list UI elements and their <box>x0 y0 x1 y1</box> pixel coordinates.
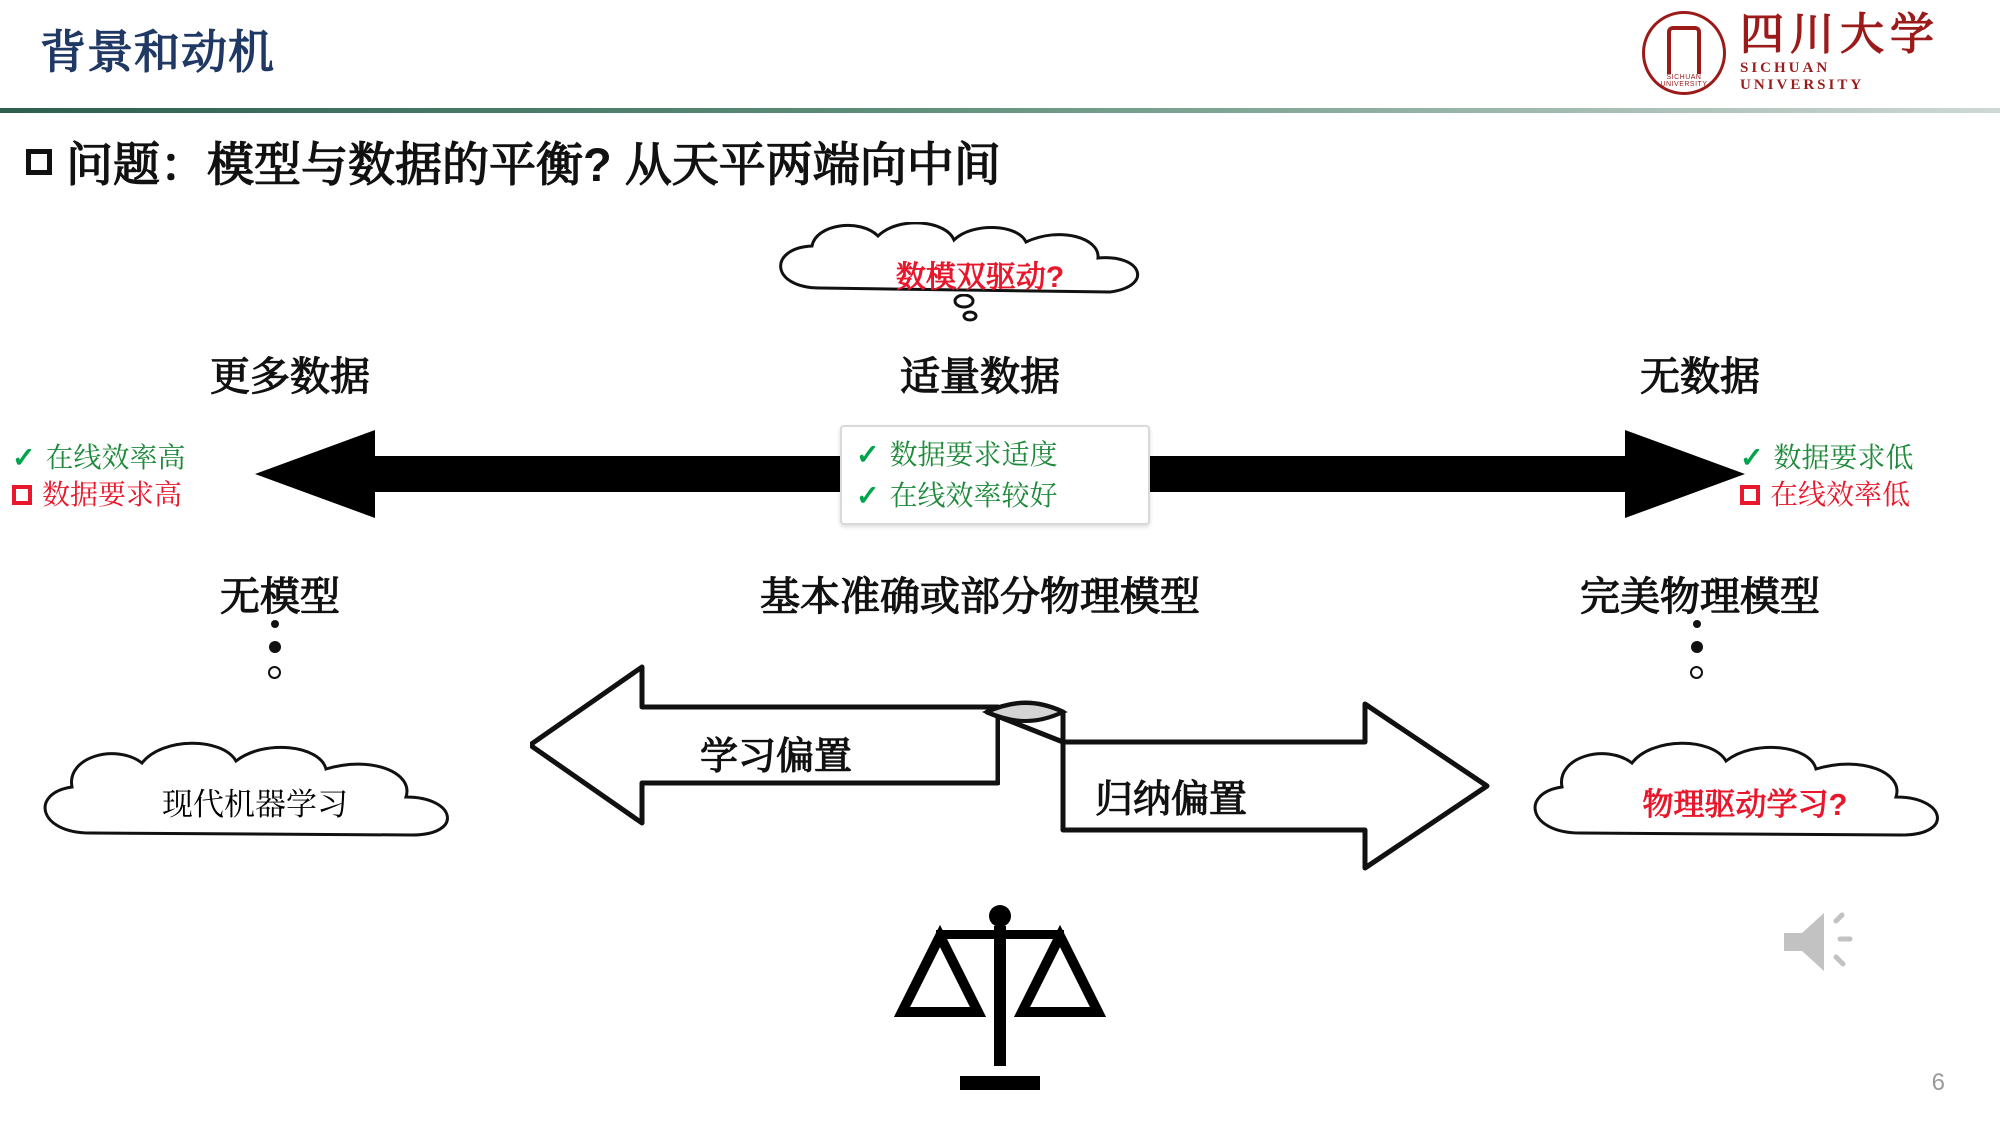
check-icon: ✓ <box>1740 442 1764 473</box>
label-perfect-model: 完美物理模型 <box>1580 575 1820 619</box>
speaker-icon[interactable] <box>1780 905 1870 980</box>
warning-square-icon <box>1740 485 1760 505</box>
dots-right <box>1690 620 1703 679</box>
center-note-box <box>840 425 1150 525</box>
dots-left <box>268 620 281 679</box>
note-text: 数据要求高 <box>42 478 183 510</box>
note-text: 在线效率高 <box>45 442 186 473</box>
dot-icon <box>271 620 279 628</box>
learning-bias-label: 学习偏置 <box>700 736 853 778</box>
university-logo <box>1642 10 1952 96</box>
question-heading <box>26 128 1001 195</box>
logo-name-en: SICHUAN UNIVERSITY <box>1740 60 1865 94</box>
logo-name-cn: 四川大学 <box>1740 9 1940 59</box>
question-text: 问题：模型与数据的平衡? 从天平两端向中间 <box>66 138 1001 191</box>
cloud-tail-icon <box>950 294 990 328</box>
label-partial-model: 基本准确或部分物理模型 <box>760 575 1200 619</box>
label-some-data: 适量数据 <box>900 355 1060 399</box>
label-no-data: 无数据 <box>1640 355 1760 399</box>
check-icon: ✓ <box>856 439 880 470</box>
left-notes <box>12 440 185 514</box>
cloud-bottom-left <box>20 735 490 855</box>
note-row <box>12 477 185 514</box>
warning-square-icon <box>12 485 32 505</box>
label-more-data: 更多数据 <box>210 355 370 399</box>
dot-icon <box>1693 620 1701 628</box>
dot-icon <box>269 641 281 653</box>
cloud-bottom-right <box>1510 735 1980 855</box>
note-text: 在线效率低 <box>1770 478 1911 510</box>
seal-icon <box>1642 11 1726 95</box>
page-title: 背景和动机 <box>40 26 275 78</box>
label-no-model: 无模型 <box>220 575 340 619</box>
inductive-bias-label: 归纳偏置 <box>1095 779 1248 821</box>
note-row <box>12 440 185 477</box>
right-notes <box>1740 440 1913 514</box>
note-text: 在线效率较好 <box>889 479 1058 511</box>
logo-text <box>1740 9 1952 94</box>
dot-icon <box>1691 641 1703 653</box>
note-row <box>856 435 1134 476</box>
cloud-top-label: 数模双驱动? <box>895 261 1065 294</box>
check-icon: ✓ <box>12 442 36 473</box>
seal-caption: SICHUAN UNIVERSITY <box>1660 74 1708 88</box>
note-text: 数据要求低 <box>1773 442 1914 473</box>
cloud-top <box>750 222 1210 318</box>
header-divider <box>0 108 2000 113</box>
note-row <box>856 476 1134 517</box>
dot-icon <box>268 666 281 679</box>
note-text: 数据要求适度 <box>889 439 1058 470</box>
note-row <box>1740 477 1913 514</box>
dot-icon <box>1690 666 1703 679</box>
square-bullet-icon <box>26 149 52 175</box>
check-icon: ✓ <box>856 479 880 511</box>
note-row <box>1740 440 1913 477</box>
cloud-left-label: 现代机器学习 <box>162 787 348 822</box>
balance-scale-icon <box>880 900 1120 1090</box>
page-number: 6 <box>1931 1069 1945 1096</box>
cloud-right-label: 物理驱动学习? <box>1642 787 1848 822</box>
